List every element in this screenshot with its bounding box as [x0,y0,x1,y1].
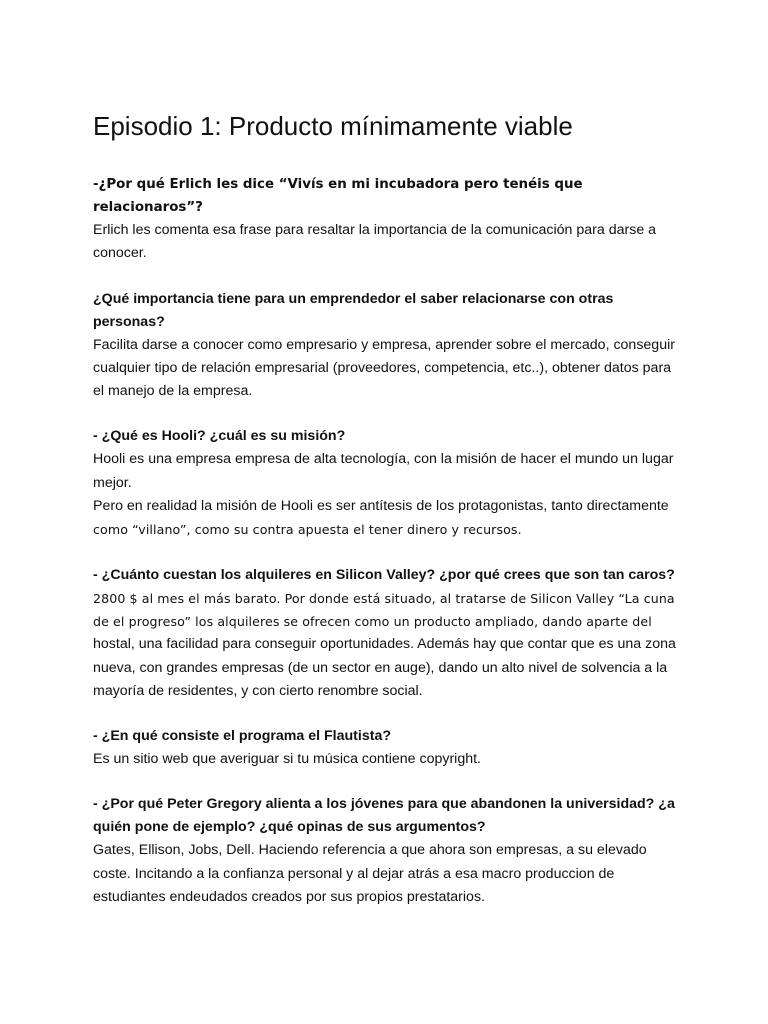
qa-item-1 [93,173,683,266]
qa-item-3 [93,425,683,541]
question-peter-gregory: - ¿Por qué Peter Gregory alienta a los jóvenes para que abandonen la universidad? ¿a quién pone de ejemplo? ¿qué opinas de sus argumentos? [93,796,675,836]
question-flautista: - ¿En qué consiste el programa el Flautista? [93,728,391,745]
answer-rent-part-2: hostal, una facilidad para conseguir oportunidades. Además hay que contar que es una zona nueva, con grandes empresas (de un sector en auge), dando un alto nivel de solvencia a la mayoría de residentes, y con cierto renombre social. [93,636,676,699]
question-rent: - ¿Cuánto cuestan los alquileres en Silicon Valley? ¿por qué crees que son tan caros? [93,566,675,583]
qa-item-4 [93,564,683,703]
answer-hooli-part-2: Pero en realidad la misión de Hooli es ser antítesis de los protagonistas, tanto directamente [93,498,669,515]
qa-item-5 [93,725,683,771]
answer-hooli-part-3: como “villano”, como su contra apuesta el tener dinero y recursos. [93,522,522,538]
question-relationships: ¿Qué importancia tiene para un emprendedor el saber relacionarse con otras personas? [93,290,614,330]
document-title: Episodio 1: Producto mínimamente viable [93,111,573,141]
answer-erlich-phrase: Erlich les comenta esa frase para resaltar la importancia de la comunicación para darse a conocer. [93,222,657,262]
answer-peter-gregory: Gates, Ellison, Jobs, Dell. Haciendo referencia a que ahora son empresas, a su elevado coste. Incitando a la confianza personal y al dejar atrás a esa macro produccion de estudiantes endeudados creados por sus propios prestatarios. [93,842,647,906]
answer-flautista: Es un sitio web que averiguar si tu música contiene copyright. [93,751,481,768]
qa-item-2 [93,288,683,404]
document-page [93,108,683,931]
answer-hooli-part-1: Hooli es una empresa empresa de alta tecnología, con la misión de hacer el mundo un lugar mejor. [93,451,674,491]
question-hooli: - ¿Qué es Hooli? ¿cuál es su misión? [93,428,346,445]
qa-item-6 [93,793,683,909]
question-erlich-phrase: -¿Por qué Erlich les dice “Vivís en mi incubadora pero tenéis que relacionaros”? [93,177,583,215]
answer-rent-part-1: 2800 $ al mes el más barato. Por donde está situado, al tratarse de Silicon Valley “La cuna de el progreso” los alquileres se ofrecen como un producto ampliado, dando aparte del [93,590,675,629]
answer-relationships: Facilita darse a conocer como empresario y empresa, aprender sobre el mercado, conseguir cualquier tipo de relación empresarial (proveedores, competencia, etc..), obtener datos para el manejo de la empresa. [93,336,675,400]
